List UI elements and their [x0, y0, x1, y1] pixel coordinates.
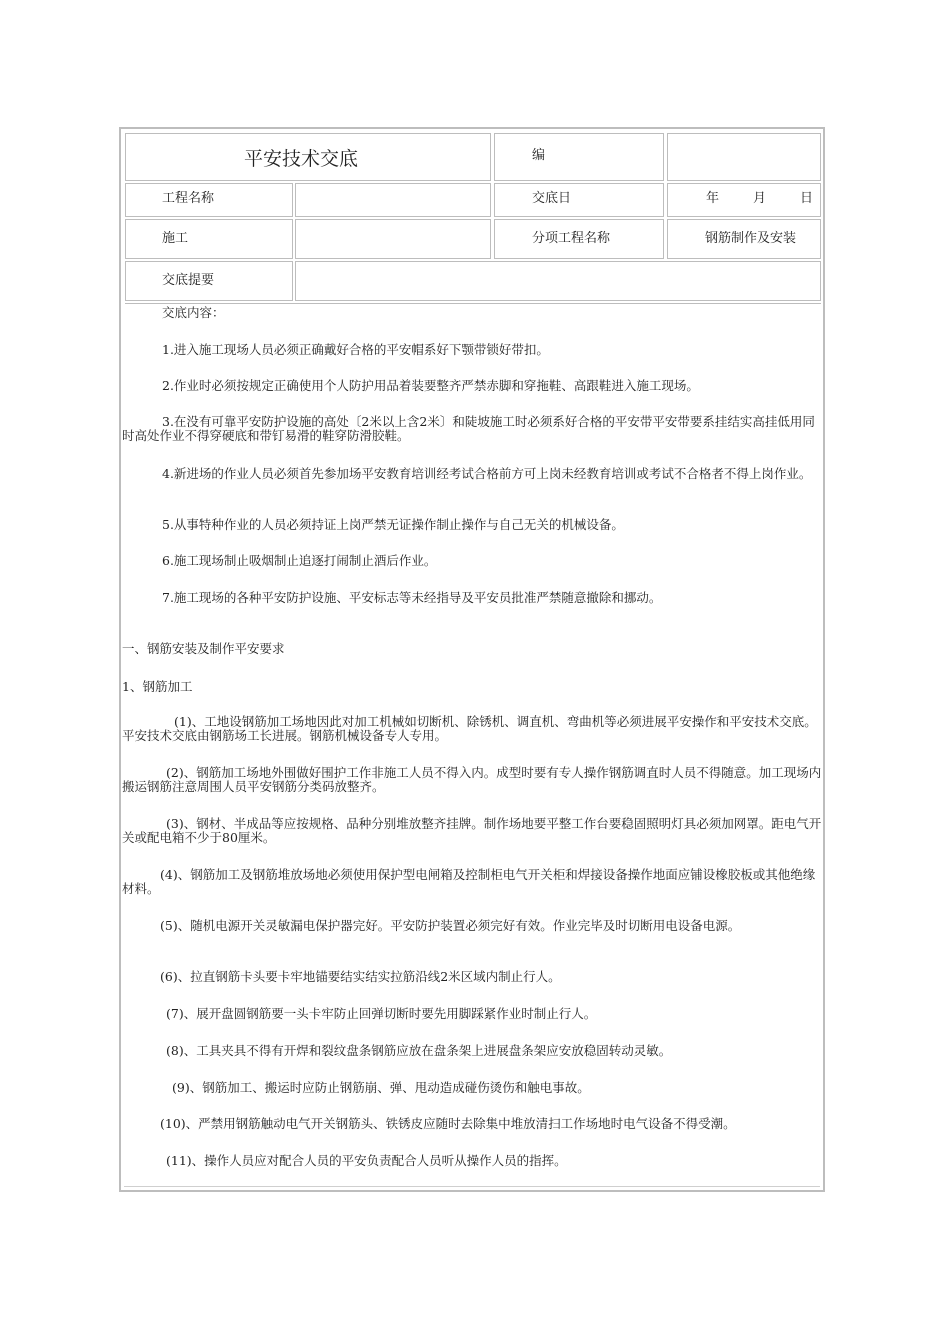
safety-briefing-sheet — [119, 127, 825, 1192]
code-label-cell — [494, 133, 664, 181]
item-5: (5)、随机电源开关灵敏漏电保护器完好。平安防护装置必须完好有效。作业完毕及时切断用电设备电源。 — [160, 918, 741, 933]
summary-label: 交底提要 — [162, 273, 215, 288]
item-1: (1)、工地设钢筋加工场地因此对加工机械如切断机、除锈机、调直机、弯曲机等必须进展平安操作和平安技术交底。平安技术交底由钢筋场工长进展。钢筋机械设备专人专用。 — [122, 714, 817, 743]
date-label-cell — [494, 183, 664, 217]
rule-1: 1.进入施工现场人员必须正确戴好合格的平安帽系好下颚带锁好带扣。 — [162, 342, 549, 357]
item-8: (8)、工具夹具不得有开焊和裂纹盘条钢筋应放在盘条架上进展盘条架应安放稳固转动灵敏。 — [166, 1043, 672, 1058]
item-7: (7)、展开盘圆钢筋要一头卡牢防止回弹切断时要先用脚踩紧作业时制止行人。 — [166, 1006, 597, 1021]
construction-label-cell — [125, 219, 293, 259]
section-title: 一、钢筋安装及制作平安要求 — [122, 641, 285, 656]
code-label: 编 — [532, 148, 546, 163]
construction-value-cell — [295, 219, 491, 259]
item-6: (6)、拉直钢筋卡头要卡牢地锚要结实结实拉筋沿线2米区域内制止行人。 — [160, 969, 561, 984]
project-name-value-cell — [295, 183, 491, 217]
subproject-value: 钢筋制作及安装 — [705, 231, 797, 246]
sheet-bottom-line — [124, 1186, 820, 1187]
date-year: 年 — [706, 191, 720, 206]
content-heading: 交底内容： — [162, 305, 225, 320]
date-day: 日 — [800, 191, 814, 206]
subsection-title: 1、钢筋加工 — [122, 679, 193, 694]
rule-3: 3.在没有可靠平安防护设施的高处〔2米以上含2米〕和陡坡施工时必须系好合格的平安带平安带要系挂结实高挂低用同时高处作业不得穿硬底和带钉易滑的鞋穿防滑胶鞋。 — [122, 414, 815, 443]
date-value-cell — [667, 183, 821, 217]
item-11: (11)、操作人员应对配合人员的平安负责配合人员听从操作人员的指挥。 — [166, 1153, 567, 1168]
item-3: (3)、钢材、半成品等应按规格、品种分别堆放整齐挂牌。制作场地要平整工作台要稳固照明灯具必须加网罩。距电气开关或配电箱不少于80厘米。 — [122, 816, 822, 845]
project-name-label: 工程名称 — [162, 191, 215, 206]
content-top-line — [125, 303, 821, 304]
rule-5: 5.从事特种作业的人员必须持证上岗严禁无证操作制止操作与自己无关的机械设备。 — [162, 517, 624, 532]
item-10: (10)、严禁用钢筋触动电气开关钢筋头、铁锈皮应随时去除集中堆放清扫工作场地时电气设备不得受潮。 — [160, 1116, 736, 1131]
item-4: (4)、钢筋加工及钢筋堆放场地必须使用保护型电闸箱及控制柜电气开关柜和焊接设备操作地面应铺设橡胶板或其他绝缘材料。 — [122, 867, 816, 896]
item-9: (9)、钢筋加工、搬运时应防止钢筋崩、弹、甩动造成碰伤烫伤和触电事故。 — [172, 1080, 590, 1095]
date-label: 交底日 — [532, 191, 572, 206]
rule-6: 6.施工现场制止吸烟制止追逐打闹制止酒后作业。 — [162, 553, 437, 568]
code-value-cell — [667, 133, 821, 181]
rule-4: 4.新进场的作业人员必须首先参加场平安教育培训经考试合格前方可上岗未经教育培训或考试不合格者不得上岗作业。 — [162, 466, 812, 481]
subproject-label: 分项工程名称 — [532, 231, 611, 246]
date-month: 月 — [753, 191, 767, 206]
rule-2: 2.作业时必须按规定正确使用个人防护用品着装要整齐严禁赤脚和穿拖鞋、高跟鞋进入施工现场。 — [162, 378, 699, 393]
document-title: 平安技术交底 — [244, 148, 359, 170]
summary-value-cell — [295, 261, 821, 301]
construction-label: 施工 — [162, 231, 189, 246]
item-2: (2)、钢筋加工场地外围做好围护工作非施工人员不得入内。成型时要有专人操作钢筋调直时人员不得随意。加工现场内搬运钢筋注意周围人员平安钢筋分类码放整齐。 — [122, 765, 822, 794]
rule-7: 7.施工现场的各种平安防护设施、平安标志等未经指导及平安员批准严禁随意撤除和挪动。 — [162, 590, 662, 605]
